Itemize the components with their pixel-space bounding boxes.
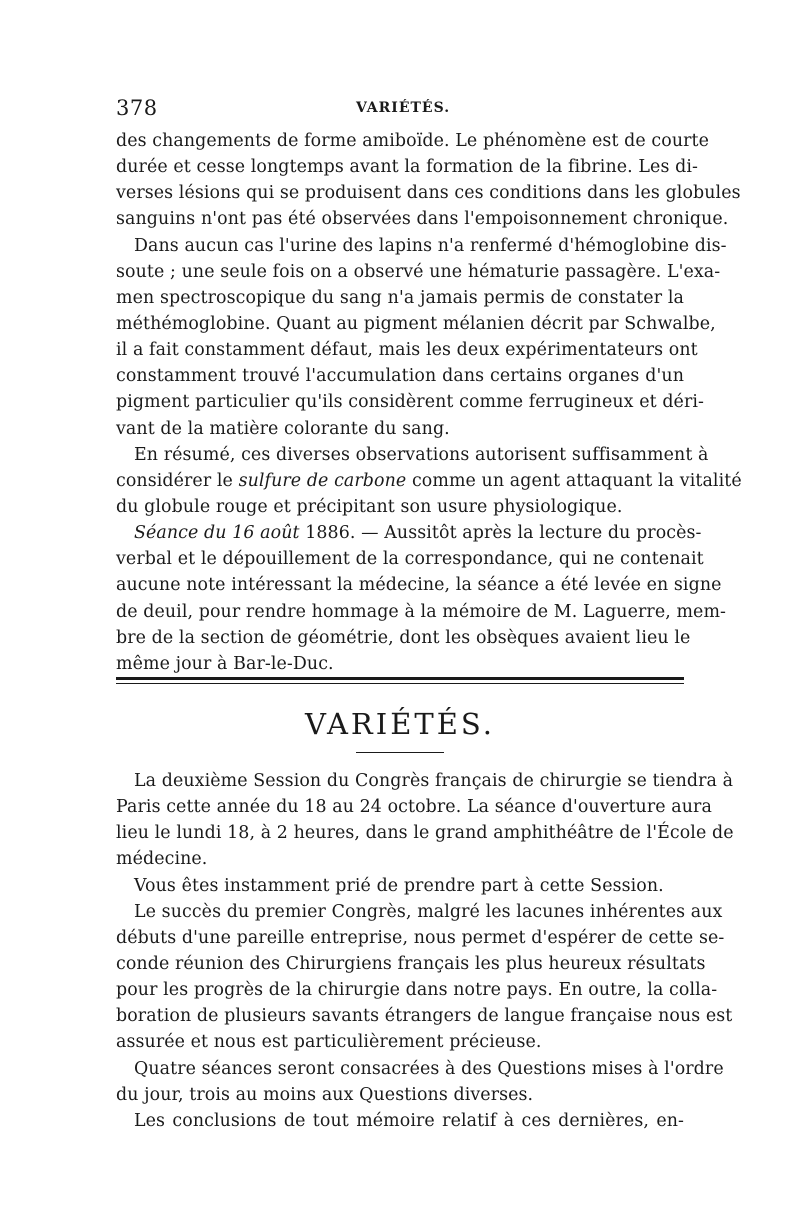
- text-line: durée et cesse longtemps avant la formation de la fibrine. Les di-: [116, 157, 698, 178]
- text-line: des changements de forme amiboïde. Le phénomène est de courte: [116, 131, 710, 151]
- continuation-text: [116, 128, 742, 677]
- text-line: Le succès du premier Congrès, malgré les lacunes inhérentes aux: [134, 901, 723, 922]
- session-date: Séance du 16 août: [134, 523, 300, 544]
- text-line: Les conclusions de tout mémoire relatif à ces dernières, en-: [134, 1110, 684, 1131]
- text-line: bre de la section de géométrie, dont les obsèques avaient lieu le: [116, 627, 691, 648]
- text-line: même jour à Bar-le-Duc.: [116, 653, 334, 674]
- text-line: lieu le lundi 18, à 2 heures, dans le grand amphithéâtre de l'École de: [116, 823, 734, 844]
- page-number: 378: [116, 96, 158, 120]
- text-line: men spectroscopique du sang n'a jamais permis de constater la: [116, 287, 684, 308]
- text-line-mixed: [116, 520, 702, 546]
- text-line: de deuil, pour rendre hommage à la mémoire de M. Laguerre, mem-: [116, 601, 727, 622]
- text-line: débuts d'une pareille entreprise, nous permet d'espérer de cette se-: [116, 927, 725, 948]
- varietes-text: [116, 768, 734, 1134]
- text-line: assurée et nous est particulièrement précieuse.: [116, 1032, 542, 1053]
- text-line: pour les progrès de la chirurgie dans notre pays. En outre, la colla-: [116, 980, 718, 1001]
- title-underline: [356, 752, 444, 753]
- italic-term: sulfure de carbone: [238, 470, 407, 491]
- text-line: il a fait constamment défaut, mais les deux expérimentateurs ont: [116, 340, 698, 361]
- text-line: Quatre séances seront consacrées à des Questions mises à l'ordre: [134, 1058, 724, 1079]
- text-fragment: considérer le: [116, 470, 233, 491]
- text-line: constamment trouvé l'accumulation dans certains organes d'un: [116, 366, 684, 387]
- running-head: VARIÉTÉS.: [356, 100, 451, 116]
- text-line: Paris cette année du 18 au 24 octobre. La séance d'ouverture aura: [116, 797, 712, 818]
- text-line: Dans aucun cas l'urine des lapins n'a renfermé d'hémoglobine dis-: [134, 235, 727, 256]
- text-fragment: 1886. — Aussitôt après la lecture du procès-: [299, 523, 702, 544]
- separator-rule-thick: [116, 677, 684, 680]
- text-line: sanguins n'ont pas été observées dans l'empoisonnement chronique.: [116, 209, 729, 230]
- text-line: médecine.: [116, 849, 208, 870]
- text-line-mixed: [116, 468, 742, 494]
- text-line: pigment particulier qu'ils considèrent comme ferrugineux et déri-: [116, 392, 704, 413]
- text-line: En résumé, ces diverses observations autorisent suffisamment à: [134, 444, 709, 465]
- text-line: aucune note intéressant la médecine, la séance a été levée en signe: [116, 575, 722, 596]
- text-line: verbal et le dépouillement de la correspondance, qui ne contenait: [116, 549, 704, 570]
- text-line: méthémoglobine. Quant au pigment mélanien décrit par Schwalbe,: [116, 313, 716, 334]
- text-fragment: comme un agent attaquant la vitalité: [411, 470, 742, 491]
- text-line: du globule rouge et précipitant son usure physiologique.: [116, 496, 623, 517]
- page-header: [116, 96, 686, 120]
- separator-rule-thin: [116, 683, 684, 684]
- text-line: La deuxième Session du Congrès français de chirurgie se tiendra à: [134, 771, 734, 791]
- text-line: du jour, trois au moins aux Questions diverses.: [116, 1084, 534, 1105]
- text-line: boration de plusieurs savants étrangers de langue française nous est: [116, 1006, 733, 1027]
- text-line: Vous êtes instamment prié de prendre part à cette Session.: [134, 875, 664, 896]
- section-title: VARIÉTÉS.: [305, 707, 495, 741]
- text-line: conde réunion des Chirurgiens français les plus heureux résultats: [116, 953, 706, 974]
- text-line: soute ; une seule fois on a observé une hématurie passagère. L'exa-: [116, 261, 721, 282]
- text-line: verses lésions qui se produisent dans ces conditions dans les globules: [116, 183, 741, 204]
- text-line: vant de la matière colorante du sang.: [116, 418, 450, 439]
